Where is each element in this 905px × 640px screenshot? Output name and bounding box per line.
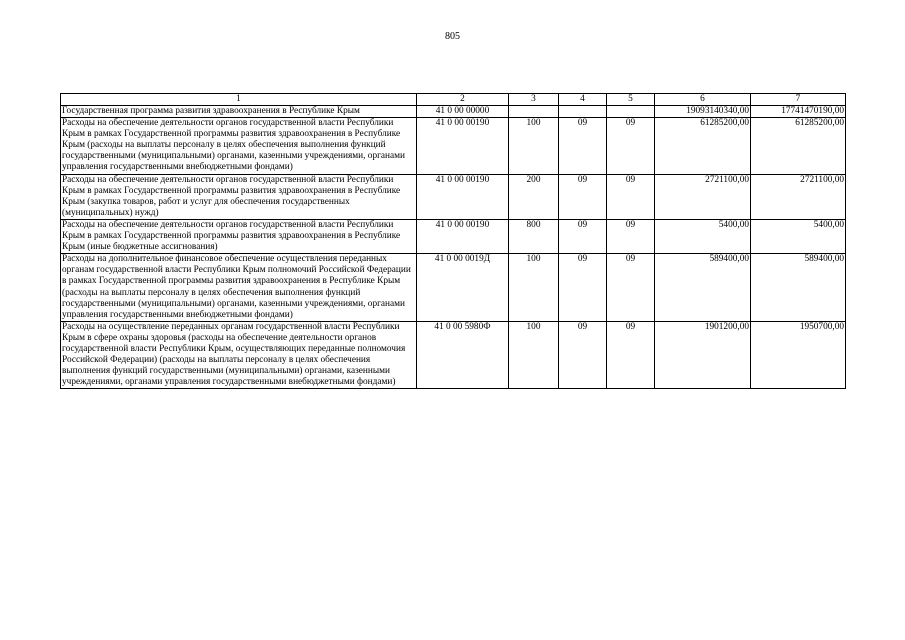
- sum-year-2-cell: 589400,00: [751, 254, 846, 322]
- sum-year-2-cell: 1950700,00: [751, 321, 846, 389]
- row-name-cell: Расходы на осуществление переданных органам государственной власти Республики Крым в сфере охраны здоровья (расходы на обеспечение деятельности органов государственной власти Республики Крым, осуществляющих переданные полномочия Российской Федерации) (расходы на выплаты персоналу в целях обеспечения выполнения функций государственными (муниципальными) органами, казенными учреждениями, органами управления государственными внебюджетными фондами): [61, 321, 417, 389]
- expense-type-cell: 800: [509, 219, 559, 253]
- table-row: [61, 106, 846, 118]
- column-header-target-code: 2: [417, 94, 509, 106]
- table-row: [61, 174, 846, 219]
- expense-type-cell: 100: [509, 254, 559, 322]
- expense-type-cell: 100: [509, 321, 559, 389]
- section-cell: [559, 106, 607, 118]
- subsection-cell: 09: [607, 174, 655, 219]
- sum-year-1-cell: 589400,00: [655, 254, 751, 322]
- target-code-cell: 41 0 00 0019Д: [417, 254, 509, 322]
- expense-type-cell: [509, 106, 559, 118]
- sum-year-2-cell: 61285200,00: [751, 118, 846, 174]
- budget-table: [60, 93, 846, 389]
- subsection-cell: 09: [607, 321, 655, 389]
- section-cell: 09: [559, 254, 607, 322]
- column-header-subsection: 5: [607, 94, 655, 106]
- header-row: [61, 94, 846, 106]
- table-row: [61, 118, 846, 174]
- target-code-cell: 41 0 00 00190: [417, 219, 509, 253]
- sum-year-2-cell: 5400,00: [751, 219, 846, 253]
- row-name-cell: Расходы на обеспечение деятельности органов государственной власти Республики Крым в рамках Государственной программы развития здравоохранения в Республике Крым (иные бюджетные ассигнования): [61, 219, 417, 253]
- column-header-sum-year-1: 6: [655, 94, 751, 106]
- section-cell: 09: [559, 118, 607, 174]
- target-code-cell: 41 0 00 00000: [417, 106, 509, 118]
- page-number: 805: [445, 31, 460, 42]
- target-code-cell: 41 0 00 5980Ф: [417, 321, 509, 389]
- table-row: [61, 254, 846, 322]
- row-name-cell: Расходы на обеспечение деятельности органов государственной власти Республики Крым в рамках Государственной программы развития здравоохранения в Республике Крым (расходы на выплаты персоналу в целях обеспечения выполнения функций государственными (муниципальными) органами, казенными учреждениями, органами управления государственными внебюджетными фондами): [61, 118, 417, 174]
- section-cell: 09: [559, 174, 607, 219]
- section-cell: 09: [559, 219, 607, 253]
- sum-year-2-cell: 17741470190,00: [751, 106, 846, 118]
- column-header-section: 4: [559, 94, 607, 106]
- row-name-cell: Расходы на обеспечение деятельности органов государственной власти Республики Крым в рамках Государственной программы развития здравоохранения в Республике Крым (закупка товаров, работ и услуг для обеспечения государственных (муниципальных) нужд): [61, 174, 417, 219]
- sum-year-1-cell: 5400,00: [655, 219, 751, 253]
- target-code-cell: 41 0 00 00190: [417, 174, 509, 219]
- expense-type-cell: 200: [509, 174, 559, 219]
- subsection-cell: 09: [607, 254, 655, 322]
- sum-year-2-cell: 2721100,00: [751, 174, 846, 219]
- sum-year-1-cell: 19093140340,00: [655, 106, 751, 118]
- sum-year-1-cell: 2721100,00: [655, 174, 751, 219]
- column-header-sum-year-2: 7: [751, 94, 846, 106]
- column-header-expense-type: 3: [509, 94, 559, 106]
- table-row: [61, 219, 846, 253]
- subsection-cell: 09: [607, 118, 655, 174]
- subsection-cell: 09: [607, 219, 655, 253]
- column-header-name: 1: [61, 94, 417, 106]
- subsection-cell: [607, 106, 655, 118]
- sum-year-1-cell: 1901200,00: [655, 321, 751, 389]
- row-name-cell: Расходы на дополнительное финансовое обеспечение осуществления переданных органам государственной власти Республики Крым полномочий Российской Федерации в рамках Государственной программы развития здравоохранения в Республике Крым (расходы на выплаты персоналу в целях обеспечения выполнения функций государственными (муниципальными) органами, казенными учреждениями, органами управления государственными внебюджетными фондами): [61, 254, 417, 322]
- section-cell: 09: [559, 321, 607, 389]
- row-name-cell: Государственная программа развития здравоохранения в Республике Крым: [61, 106, 417, 118]
- target-code-cell: 41 0 00 00190: [417, 118, 509, 174]
- table-row: [61, 321, 846, 389]
- expense-type-cell: 100: [509, 118, 559, 174]
- sum-year-1-cell: 61285200,00: [655, 118, 751, 174]
